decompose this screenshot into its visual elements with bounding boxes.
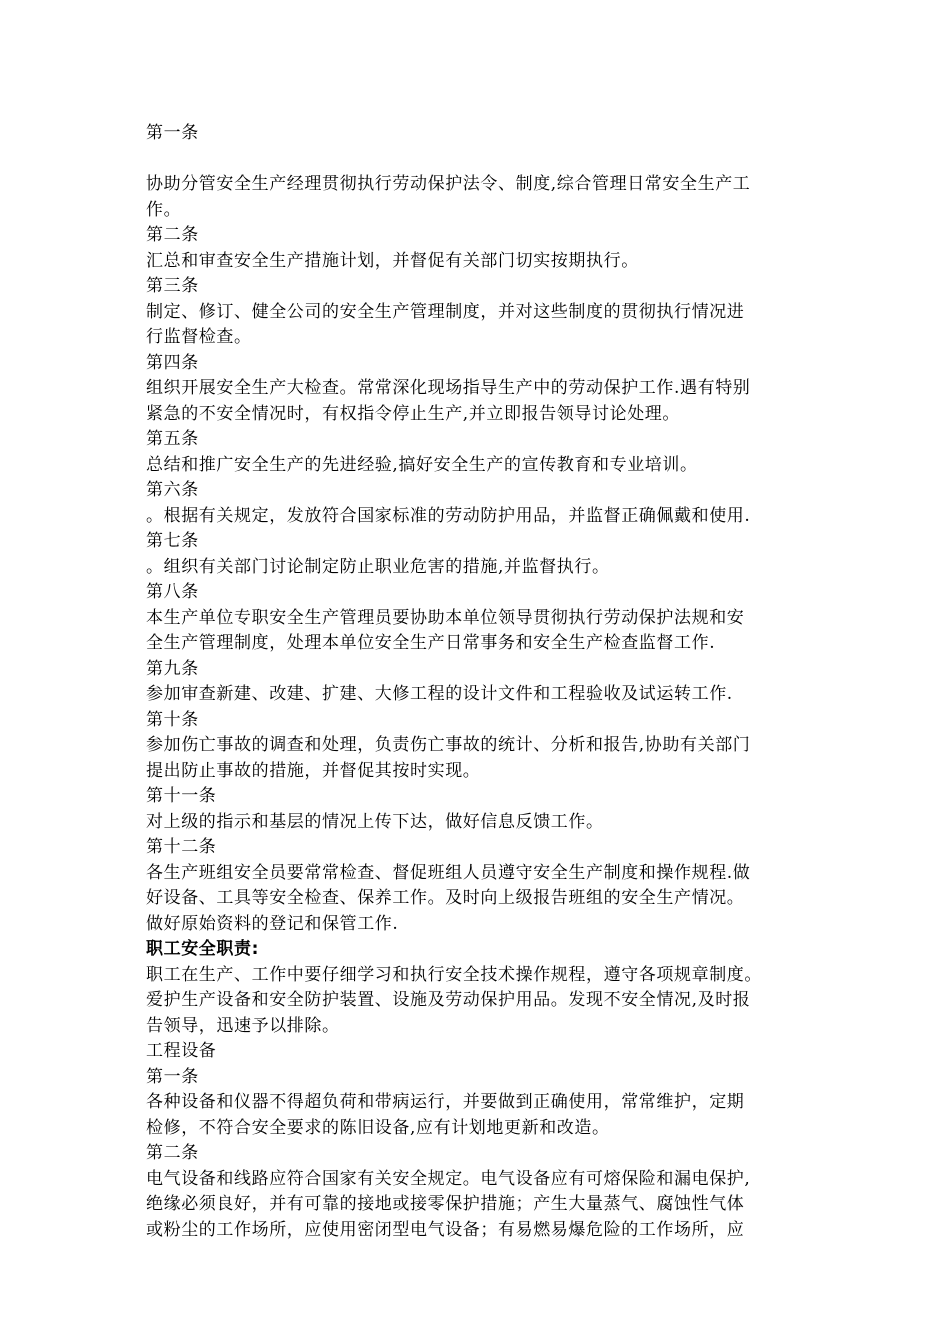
article-heading: 第七条 xyxy=(146,531,199,551)
body-text-line: 参加伤亡事故的调查和处理，负责伤亡事故的统计、分析和报告,协助有关部门 xyxy=(146,735,751,755)
article-heading: 第十条 xyxy=(146,709,199,730)
section-heading: 职工安全职责: xyxy=(146,939,259,959)
body-text-line: 协助分管安全生产经理贯彻执行劳动保护法令、制度,综合管理日常安全生产工 xyxy=(146,174,751,194)
body-text-line: 作。 xyxy=(146,199,182,220)
article-heading: 第一条 xyxy=(146,123,199,143)
body-text-line: 本生产单位专职安全生产管理员要协助本单位领导贯彻执行劳动保护法规和安 xyxy=(146,607,745,628)
body-text-line: 对上级的指示和基层的情况上传下达，做好信息反馈工作。 xyxy=(146,811,604,832)
body-text-line: 绝缘必须良好，并有可靠的接地或接零保护措施；产生大量蒸气、腐蚀性气体 xyxy=(146,1194,745,1214)
body-text-line: 各生产班组安全员要常常检查、督促班组人员遵守安全生产制度和操作规程.做 xyxy=(146,862,751,883)
body-text-line: 行监督检查。 xyxy=(146,327,252,347)
body-text-line: 告领导，迅速予以排除。 xyxy=(146,1015,340,1036)
blank-line xyxy=(146,147,810,173)
body-text-line: 爱护生产设备和安全防护装置、设施及劳动保护用品。发现不安全情况,及时报 xyxy=(146,990,751,1010)
body-text-line: 全生产管理制度，处理本单位安全生产日常事务和安全生产检查监督工作. xyxy=(146,633,716,653)
document-body xyxy=(146,121,810,1243)
body-text-line: 做好原始资料的登记和保管工作. xyxy=(146,913,399,934)
article-heading: 第八条 xyxy=(146,582,199,602)
body-text-line: 参加审查新建、改建、扩建、大修工程的设计文件和工程验收及试运转工作. xyxy=(146,684,733,704)
article-heading: 第九条 xyxy=(146,658,199,679)
body-text-line: 总结和推广安全生产的先进经验,搞好安全生产的宣传教育和专业培训。 xyxy=(146,454,698,475)
body-text-line: 提出防止事故的措施，并督促其按时实现。 xyxy=(146,760,481,781)
article-heading: 第十一条 xyxy=(146,786,217,806)
body-text-line: 职工在生产、工作中要仔细学习和执行安全技术操作规程，遵守各项规章制度。 xyxy=(146,964,762,985)
article-heading: 第二条 xyxy=(146,1143,199,1163)
article-heading: 第六条 xyxy=(146,480,199,500)
section-heading: 工程设备 xyxy=(146,1041,217,1061)
body-text-line: 紧急的不安全情况时，有权指令停止生产,并立即报告领导讨论处理。 xyxy=(146,403,681,424)
article-heading: 第十二条 xyxy=(146,837,217,857)
article-heading: 第四条 xyxy=(146,352,199,373)
body-text-line: 组织开展安全生产大检查。常常深化现场指导生产中的劳动保护工作.遇有特别 xyxy=(146,378,751,398)
body-text-line: 汇总和审查安全生产措施计划，并督促有关部门切实按期执行。 xyxy=(146,250,639,271)
body-text-line: 。根据有关规定，发放符合国家标准的劳动防护用品，并监督正确佩戴和使用. xyxy=(146,505,751,526)
article-heading: 第二条 xyxy=(146,225,199,245)
body-text-line: 电气设备和线路应符合国家有关安全规定。电气设备应有可熔保险和漏电保护, xyxy=(146,1168,751,1189)
article-heading: 第一条 xyxy=(146,1066,199,1087)
body-text-line: 。组织有关部门讨论制定防止职业危害的措施,并监督执行。 xyxy=(146,556,610,577)
body-text-line: 制定、修订、健全公司的安全生产管理制度，并对这些制度的贯彻执行情况进 xyxy=(146,301,745,322)
body-text-line: 各种设备和仪器不得超负荷和带病运行，并要做到正确使用，常常维护，定期 xyxy=(146,1092,745,1112)
article-heading: 第三条 xyxy=(146,276,199,296)
article-heading: 第五条 xyxy=(146,429,199,449)
body-text-line: 检修，不符合安全要求的陈旧设备,应有计划地更新和改造。 xyxy=(146,1117,610,1138)
body-text-line: 或粉尘的工作场所，应使用密闭型电气设备；有易燃易爆危险的工作场所，应 xyxy=(146,1219,745,1240)
body-text-line: 好设备、工具等安全检查、保养工作。及时向上级报告班组的安全生产情况。 xyxy=(146,888,745,908)
